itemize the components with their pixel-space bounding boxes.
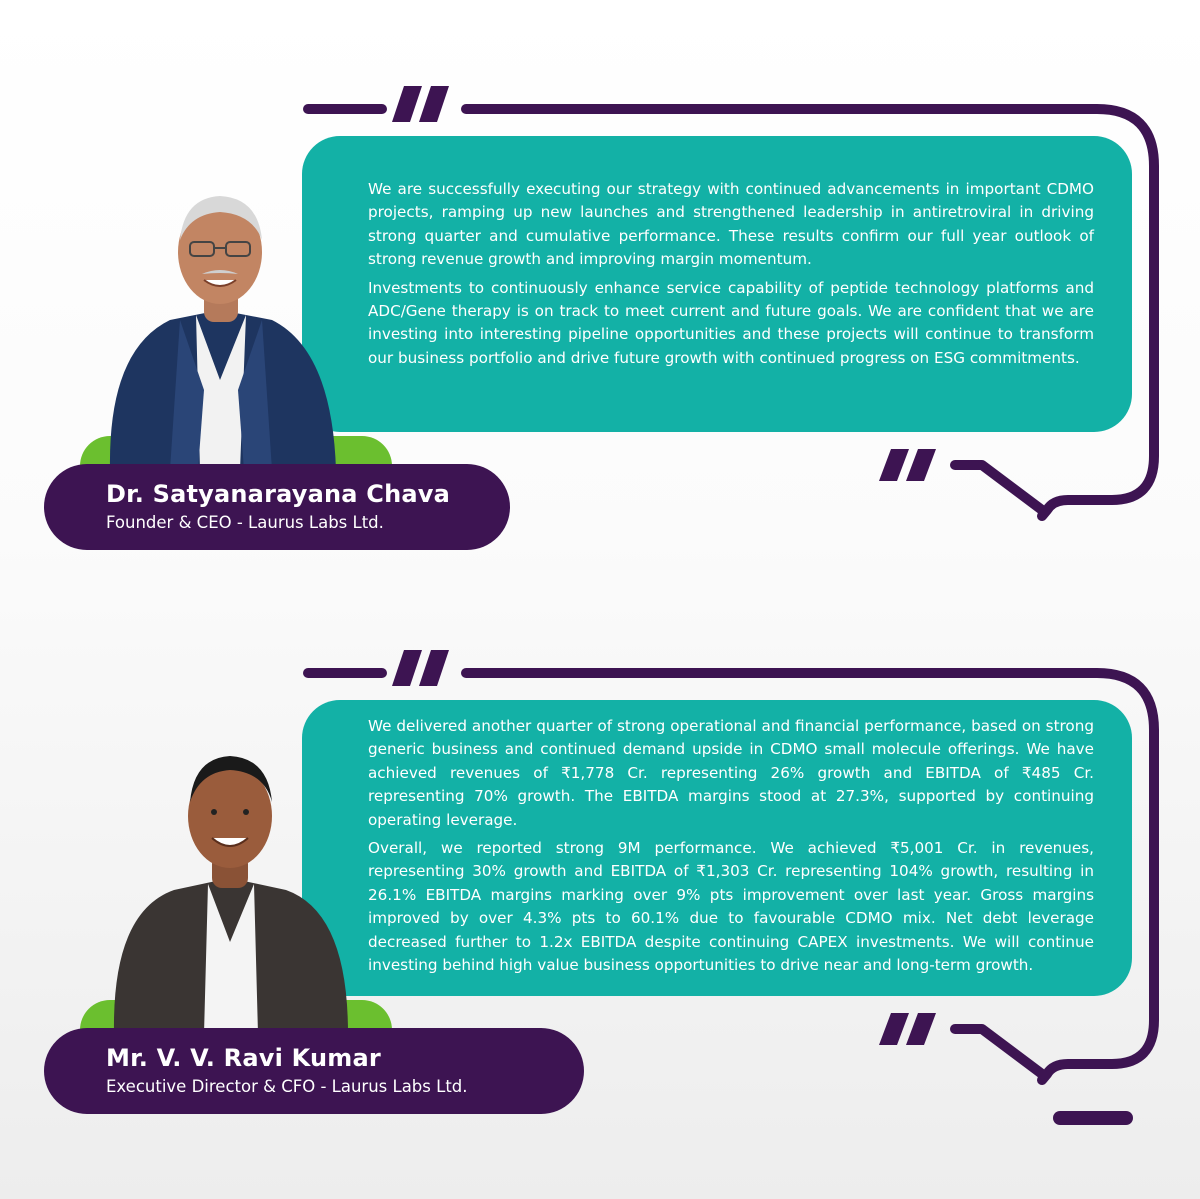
bubble-tail-2 (955, 1029, 1042, 1074)
person-title: Founder & CEO - Laurus Labs Ltd. (106, 513, 384, 532)
person-name: Dr. Satyanarayana Chava (106, 480, 450, 508)
quote-paragraph: Investments to continuously enhance service capability of peptide technology platforms and ADC/Gene therapy is on track to meet current and future goals. We are confident that we are investing into interesting pipeline opportunities and these projects will continue to transform our business portfolio and drive future growth with continued progress on ESG commitments. (368, 278, 1094, 367)
quote-box-cfo (302, 700, 1132, 996)
name-plate-cfo (44, 1028, 584, 1114)
quote-box-ceo (302, 136, 1132, 432)
name-plate-ceo (44, 464, 510, 550)
close-quote-icon (879, 1013, 936, 1045)
quote-paragraph: Overall, we reported strong 9M performance. We achieved ₹5,001 Cr. in revenues, representing 30% growth and EBITDA of ₹1,303 Cr. representing 104% growth, resulting in 26.1% EBITDA margins marking over 9% pts improvement over last year. Gross margins improved by over 4.3% pts to 60.1% due to favourable CDMO mix. Net debt leverage decreased further to 1.2x EBITDA despite continuing CAPEX investments. We will continue investing behind high value business opportunities to drive near and long-term growth. (368, 839, 1094, 975)
person-title: Executive Director & CFO - Laurus Labs Ltd. (106, 1077, 468, 1096)
close-quote-icon (879, 449, 936, 481)
quote-paragraph: We delivered another quarter of strong operational and financial performance, based on strong generic business and continued demand upside in CDMO small molecule offerings. We have achieved revenues of ₹1,778 Cr. representing 26% growth and EBITDA of ₹485 Cr. representing 70% growth. The EBITDA margins stood at 27.3%, supported by continuing operating leverage. (368, 717, 1094, 829)
bubble-tail-1 (955, 465, 1042, 510)
person-name: Mr. V. V. Ravi Kumar (106, 1044, 381, 1072)
portrait-photo (108, 742, 352, 1034)
open-quote-icon (392, 650, 449, 686)
quote-paragraph: We are successfully executing our strategy with continued advancements in important CDMO projects, ramping up new launches and strengthened leadership in antiretroviral in driving strong quarter and cumulative performance. These results confirm our full year outlook of strong revenue growth and improving margin momentum. (368, 180, 1094, 269)
open-quote-icon (392, 86, 449, 122)
portrait-photo (100, 180, 340, 470)
